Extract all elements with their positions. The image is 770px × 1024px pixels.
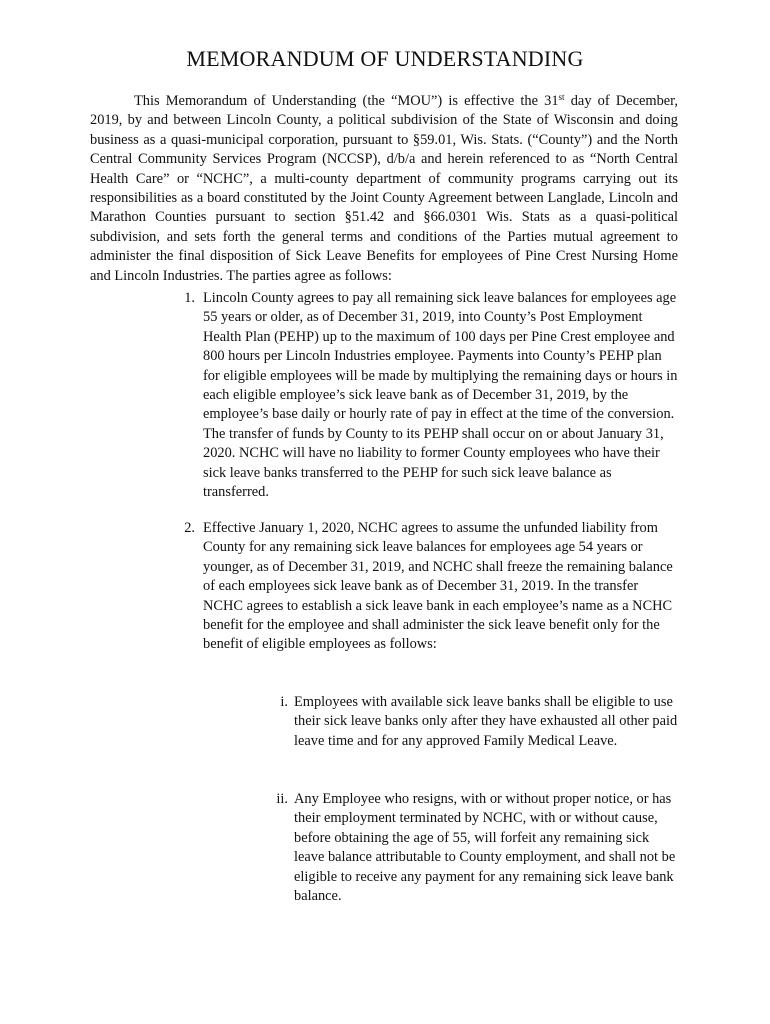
numbered-item-2 bbox=[184, 519, 678, 655]
subitem-text: Any Employee who resigns, with or without proper notice, or has their employment terminated by NCHC, with or without cause, before obtaining the age of 55, will forfeit any remaining sick leave balance attributable to County employment, and shall not be eligible to receive any payment for any remaining sick leave bank balance. bbox=[294, 791, 676, 905]
subitem-i bbox=[280, 693, 678, 751]
intro-text-start: This Memorandum of Understanding (the “MOU”) is effective the 31 bbox=[134, 93, 559, 109]
intro-paragraph bbox=[90, 92, 678, 286]
subitem-ii bbox=[276, 790, 678, 906]
item-text: Effective January 1, 2020, NCHC agrees to assume the unfunded liability from County for any remaining sick leave balances for employees age 54 years or younger, as of December 31, 2019, and NCHC shall freeze the remaining balance of each employees sick leave bank as of December 31, 2019. In the transfer NCHC agrees to establish a sick leave bank in each employee’s name as a NCHC benefit for the employee and shall administer the sick leave benefit only for the benefit of eligible employees as follows: bbox=[203, 520, 673, 653]
subitem-number: ii. bbox=[276, 791, 288, 807]
document-title: MEMORANDUM OF UNDERSTANDING bbox=[186, 46, 584, 71]
item-number: 1. bbox=[184, 290, 195, 306]
item-number: 2. bbox=[184, 520, 195, 536]
intro-text-rest: day of December, 2019, by and between Lincoln County, a political subdivision of the State of Wisconsin and doing business as a quasi-municipal corporation, pursuant to §59.01, Wis. Stats. (“County”) and the North Central Community Services Program (NCCSP), d/b/a and herein referenced to as “North Central Health Care” or “NCHC”, a multi-county department of community programs carrying out its responsibilities as a board constituted by the Joint County Agreement between Langlade, Lincoln and Marathon Counties pursuant to section §51.42 and §66.0301 Wis. Stats as a quasi-political subdivision, and sets forth the general terms and conditions of the Parties mutual agreement to administer the final disposition of Sick Leave Benefits for employees of Pine Crest Nursing Home and Lincoln Industries. The parties agree as follows: bbox=[90, 93, 678, 284]
numbered-item-1 bbox=[184, 289, 678, 502]
item-text: Lincoln County agrees to pay all remaining sick leave balances for employees age 55 years or older, as of December 31, 2019, into County’s Post Employment Health Plan (PEHP) up to the maximum of 100 days per Pine Crest employee and 800 hours per Lincoln Industries employee. Payments into County’s PEHP plan for eligible employees will be made by multiplying the remaining days or hours in each eligible employee’s sick leave bank as of December 31, 2019, by the employee’s base daily or hourly rate of pay in effect at the time of the conversion. The transfer of funds by County to its PEHP shall occur on or about January 31, 2020. NCHC will have no liability to former County employees who have their sick leave banks transferred to the PEHP for such sick leave balance as transferred. bbox=[203, 290, 678, 501]
subitem-text: Employees with available sick leave banks shall be eligible to use their sick leave banks only after they have exhausted all other paid leave time and for any approved Family Medical Leave. bbox=[294, 694, 678, 749]
subitem-number: i. bbox=[280, 694, 288, 710]
intro-superscript: st bbox=[558, 92, 565, 102]
